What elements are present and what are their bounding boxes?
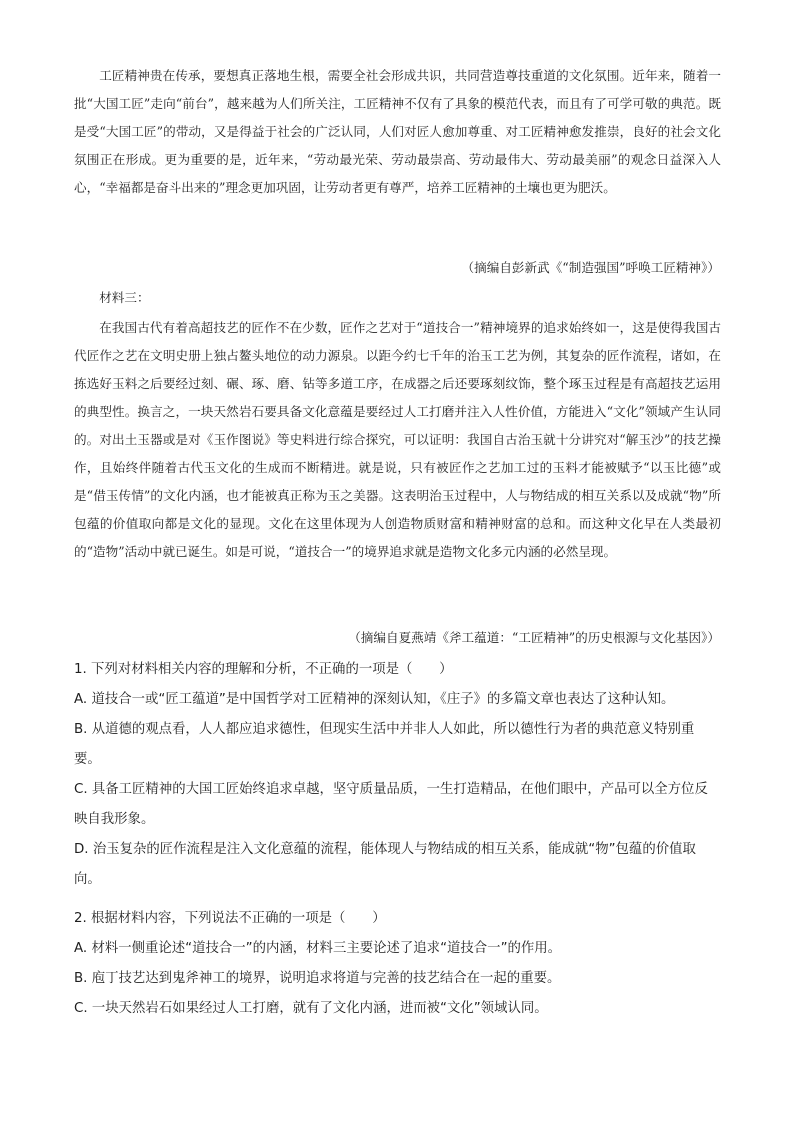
question-2-option-a[interactable]: A. 材料一侧重论述“道技合一”的内涵，材料三主要论述了追求“道技合一”的作用。 — [74, 941, 562, 956]
question-1-option-d[interactable]: D. 治玉复杂的匠作流程是注入文化意蕴的流程，能体现人与物结成的相互关系，能成就“物”包蕴的价值取向。 — [74, 842, 696, 887]
material3-paragraph-block — [74, 314, 721, 566]
question-2-option-c[interactable]: C. 一块天然岩石如果经过人工打磨，就有了文化内涵，进而被“文化”领域认同。 — [74, 1001, 548, 1016]
material2-source: （摘编自彭新武《“制造强国”呼唤工匠精神》） — [461, 260, 720, 275]
material3-source: （摘编自夏燕靖《斧工蕴道：“工匠精神”的历史根源与文化基因》） — [348, 630, 720, 645]
material3-paragraph: 在我国古代有着高超技艺的匠作不在少数，匠作之艺对于“道技合一”精神境界的追求始终如一，这是使得我国古代匠作之艺在文明史册上独占鳌头地位的动力源泉。以距今约七千年的治玉工艺为例，其复杂的匠作流程，诸如，在拣选好玉料之后要经过刻、碾、琢、磨、钻等多道工序，在成器之后还要琢刻纹饰，整个琢玉过程是有高超技艺运用的典型性。换言之，一块天然岩石要具备文化意蕴是要经过人工打磨并注入人性价值，方能进入“文化”领域产生认同的。对出土玉器或是对《玉作图说》等史料进行综合探究，可以证明：我国自古治玉就十分讲究对“解玉沙”的技艺操作，且始终伴随着古代玉文化的生成而不断精进。就是说，只有被匠作之艺加工过的玉料才能被赋予“以玉比德”或是“借玉传情”的文化内涵，也才能被真正称为玉之美器。这表明治玉过程中，人与物结成的相互关系以及成就“物”所包蕴的价值取向都是文化的显现。文化在这里体现为人创造物质财富和精神财富的总和。而这种文化早在人类最初的“造物”活动中就已诞生。如是可说，“道技合一”的境界追求就是造物文化多元内涵的必然呈现。 — [74, 320, 721, 559]
question-2 — [74, 904, 721, 1024]
material3-label: 材料三： — [99, 290, 150, 305]
material2-paragraph: 工匠精神贵在传承，要想真正落地生根，需要全社会形成共识，共同营造尊技重道的文化氛围。近年来，随着一批“大国工匠”走向“前台”，越来越为人们所关注，工匠精神不仅有了具象的模范代表，而且有了可学可敬的典范。既是受“大国工匠”的带动，又是得益于社会的广泛认同，人们对匠人愈加尊重、对工匠精神愈发推崇，良好的社会文化氛围正在形成。更为重要的是，近年来，“劳动最光荣、劳动最崇高、劳动最伟大、劳动最美丽”的观念日益深入人心，“幸福都是奋斗出来的”理念更加巩固，让劳动者更有尊严，培养工匠精神的土壤也更为肥沃。 — [74, 68, 721, 195]
question-1 — [74, 655, 721, 895]
question-1-option-b[interactable]: B. 从道德的观点看，人人都应追求德性，但现实生活中并非人人如此，所以德性行为者的典范意义特别重要。 — [74, 722, 695, 767]
material2-paragraph-block — [74, 62, 721, 202]
question-1-option-a[interactable]: A. 道技合一或“匠工蕴道”是中国哲学对工匠精神的深刻认知，《庄子》的多篇文章也表达了这种认知。 — [74, 692, 675, 707]
question-1-option-c[interactable]: C. 具备工匠精神的大国工匠始终追求卓越，坚守质量品质，一生打造精品，在他们眼中，产品可以全方位反映自我形象。 — [74, 782, 708, 827]
question-2-option-b[interactable]: B. 庖丁技艺达到鬼斧神工的境界，说明追求将道与完善的技艺结合在一起的重要。 — [74, 971, 561, 986]
material3-label-block — [74, 284, 721, 312]
question-1-stem: 1. 下列对材料相关内容的理解和分析，不正确的一项是（ ） — [74, 662, 453, 677]
question-2-stem: 2. 根据材料内容，下列说法不正确的一项是（ ） — [74, 911, 386, 926]
